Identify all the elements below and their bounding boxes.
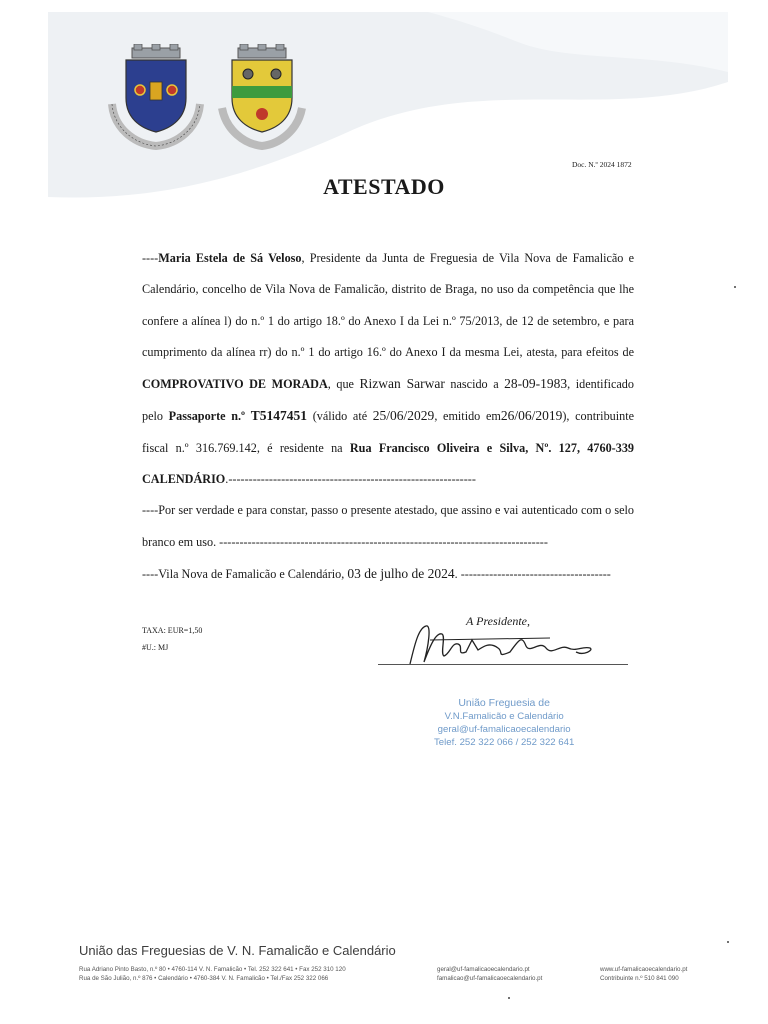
stamp-line-4: Telef. 252 322 066 / 252 322 641 [434,737,575,748]
fee-info [142,622,202,656]
resident-name: Rizwan Sarwar [359,376,445,392]
tax-number: 316.769.142 [195,440,257,455]
stamp-line-1: União Freguesia de [458,697,550,709]
signatory-role: A Presidente, [466,614,530,628]
handwritten-signature [400,618,610,670]
birth-date: 28-09-1983 [504,376,568,392]
page-title: ATESTADO [323,174,445,199]
date-paragraph: ----Vila Nova de Famalicão e Calendário, 03 de julho de 2024. ------------------------------------- [142,565,611,581]
passport-label: Passaporte n.º [168,409,246,424]
president-name: Maria Estela de Sá Veloso [158,251,302,265]
main-paragraph: ----Maria Estela de Sá Veloso, Presidente da Junta de Freguesia de Vila Nova de Famalicão e Calendário, concelho de Vila Nova de Famalicão, distrito de Braga, no uso da competência que lhe confere a alínea l) do n.º 1 do artigo 18.º do Anexo I da Lei n.º 75/2013, de 12 de setembro, e para cumprimento da alínea rr) do n.º 1 do artigo 16.º do Anexo I da mesma Lei, atesta, para efeitos de COMPROVATIVO DE MORADA, que Rizwan Sarwar nascido a 28-09-1983, identificado pelo Passaporte n.º T5147451 (válido até 25/06/2029, emitido em26/06/2019), contribuinte fiscal n.º 316.769.142, é residente na Rua Francisco Oliveira e Silva, Nº. 127, 4760-339 CALENDÁRIO.------------------------------------------------------------- [142,251,635,487]
scan-speck [727,941,729,943]
valid-until: 25/06/2029 [372,408,435,424]
certificate-body [142,243,634,590]
scan-speck [734,286,736,288]
calendario-crest [216,44,308,152]
scan-speck [508,997,510,999]
footer-web: www.uf-famalicaoecalendario.pt Contribuinte n.º 510 841 090 [600,966,688,982]
closing-paragraph: ----Por ser verdade e para constar, passo o presente atestado, que assino e vai autenticado com o selo branco em uso. --------------------------------------------------------------------------------- [142,503,634,549]
purpose: COMPROVATIVO DE MORADA [142,377,328,392]
vila-nova-famalicao-crest [104,44,208,152]
passport-number: T5147451 [250,408,308,424]
footer-addresses: Rua Adriano Pinto Basto, n.º 80 • 4760-114 V. N. Famalicão • Tel. 252 322 641 • Fax 252 310 120 Rua de São Julião, n.º 876 • Calendário • 4760-384 V. N. Famalicão • Tel./Fax 252 322 066 [79,966,346,982]
issue-date-long: 03 de julho de 2024 [347,565,455,581]
stamp-line-2: V.N.Famalicão e Calendário [444,711,564,722]
signature-line [378,664,628,665]
footer-emails: geral@uf-famalicaoecalendario.pt famalicao@uf-famalicaoecalendario.pt [437,966,543,982]
footer-title: União das Freguesias de V. N. Famalicão e Calendário [79,943,396,958]
user-code: #U.: MJ [142,643,169,652]
parish-stamp [434,697,574,749]
document-number: Doc. N.º 2024 1872 [572,160,632,169]
fee-amount: TAXA: EUR=1,50 [142,626,203,635]
issue-date: 26/06/2019 [500,408,563,424]
stamp-line-3: geral@uf-famalicaoecalendario [437,724,571,735]
resident-address: Rua Francisco Oliveira e Silva, Nº. 127, 4760-339 CALENDÁRIO [142,440,635,487]
